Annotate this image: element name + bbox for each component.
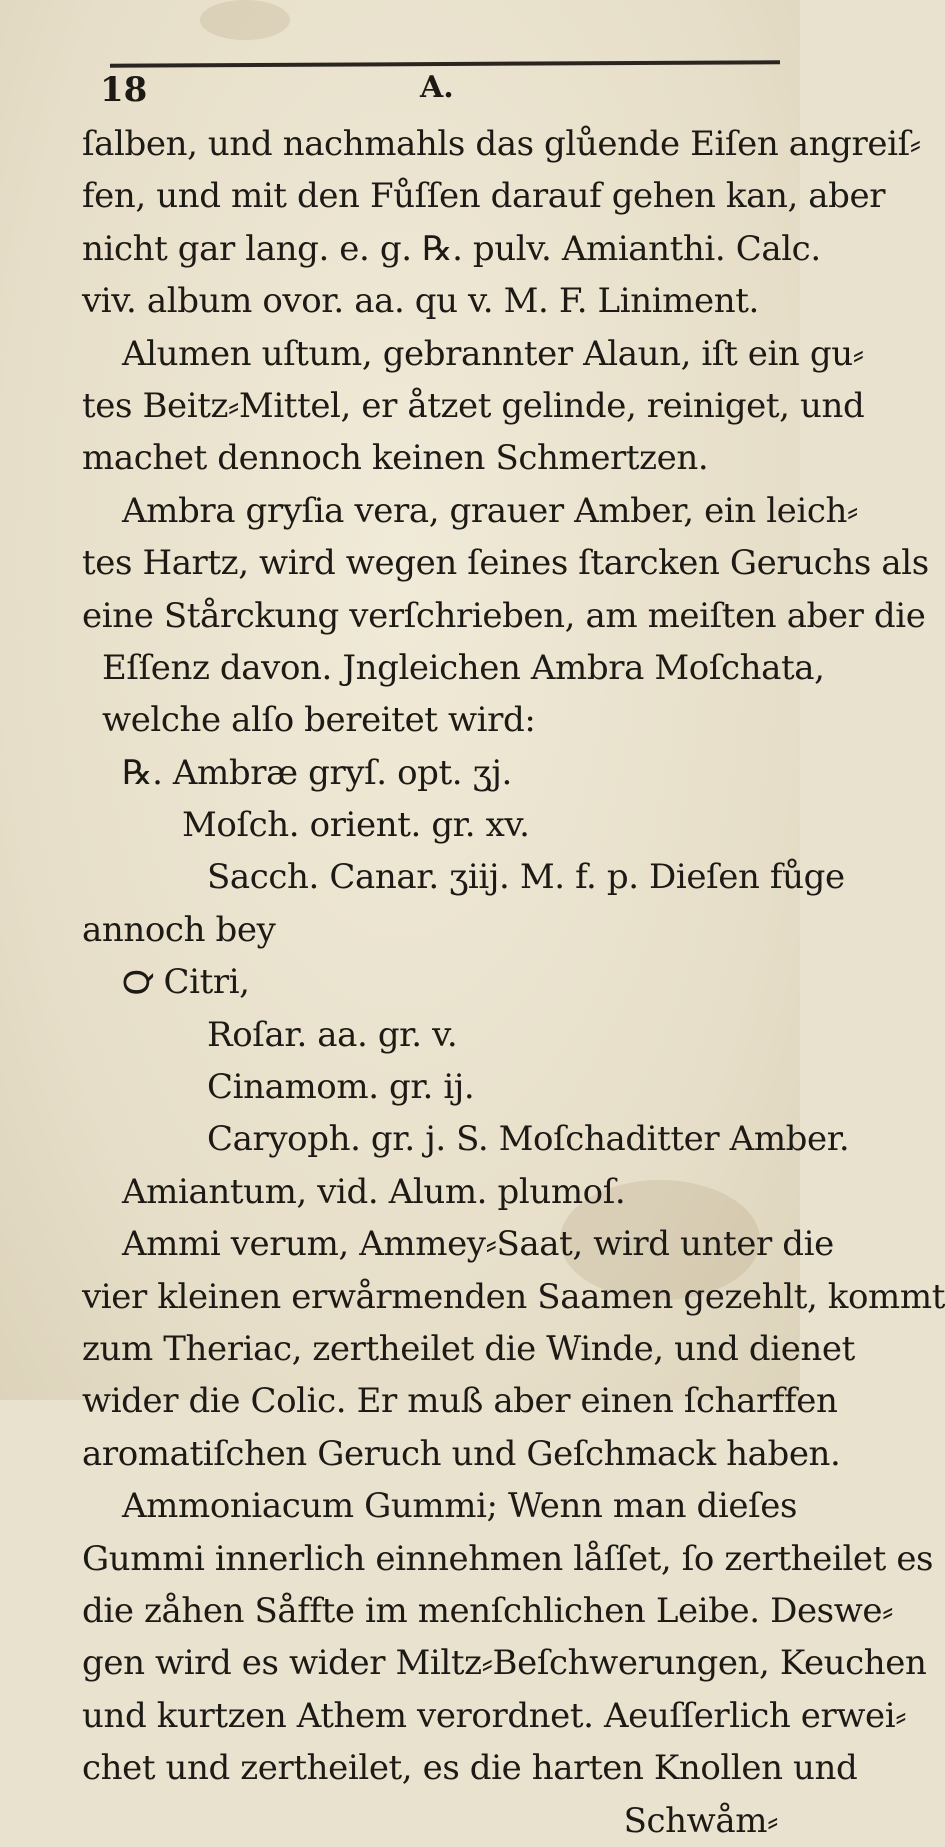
page-header bbox=[100, 70, 780, 114]
text-line: und kurtzen Athem verordnet. Aeuſſerlich erwei⸗ bbox=[82, 1695, 907, 1736]
text-line: Alumen uſtum, gebrannter Alaun, iſt ein gu⸗ bbox=[122, 333, 864, 374]
text-line: welche alſo bereitet wird: bbox=[102, 700, 536, 741]
text-line: gen wird es wider Miltz⸗Beſchwerungen, Keuchen bbox=[82, 1643, 927, 1684]
text-line: zum Theriac, zertheilet die Winde, und dienet bbox=[82, 1328, 855, 1369]
text-line: Gummi innerlich einnehmen låſſet, ſo zertheilet es bbox=[82, 1538, 934, 1579]
header-rule bbox=[110, 60, 780, 68]
text-line: Moſch. orient. gr. xv. bbox=[182, 805, 530, 846]
text-line: ℞. Ambræ gryſ. opt. ʒj. bbox=[122, 752, 512, 793]
text-line: aromatiſchen Geruch und Geſchmack haben. bbox=[82, 1433, 841, 1474]
text-body bbox=[82, 118, 945, 1847]
page-number: 18 bbox=[100, 70, 148, 110]
text-line: Caryoph. gr. j. S. Moſchaditter Amber. bbox=[207, 1119, 850, 1160]
text-line: machet dennoch keinen Schmertzen. bbox=[82, 438, 709, 479]
text-line: vier kleinen erwårmenden Saamen gezehlt, kommt bbox=[82, 1276, 945, 1317]
text-line: Roſar. aa. gr. v. bbox=[207, 1014, 458, 1055]
text-line: die zåhen Såffte im menſchlichen Leibe. Deswe⸗ bbox=[82, 1590, 894, 1631]
text-line: annoch bey bbox=[82, 909, 276, 950]
paper-stain bbox=[200, 0, 290, 40]
signature-mark: A. bbox=[420, 70, 454, 105]
text-line: ſalben, und nachmahls das glůende Eiſen angreiſ⸗ bbox=[82, 124, 921, 164]
text-line: chet und zertheilet, es die harten Knollen und bbox=[82, 1748, 858, 1789]
text-line: fen, und mit den Fůſſen darauf gehen kan, aber bbox=[82, 176, 886, 217]
text-line: tes Beitz⸗Mittel, er åtzet gelinde, reiniget, und bbox=[82, 385, 865, 426]
text-line: Ammoniacum Gummi; Wenn man dieſes bbox=[122, 1486, 798, 1527]
text-line: viv. album ovor. aa. qu v. M. F. Liniment. bbox=[82, 281, 759, 322]
text-line: Ambra gryſia vera, grauer Amber, ein leich⸗ bbox=[122, 490, 858, 531]
text-line: Sacch. Canar. ʒiij. M. f. p. Dieſen fůge bbox=[207, 857, 845, 898]
text-line: Schwåm⸗ bbox=[623, 1800, 778, 1841]
text-line: eine Stårckung verſchrieben, am meiſten aber die bbox=[82, 595, 926, 636]
text-line: Eſſenz davon. Jngleichen Ambra Moſchata, bbox=[102, 647, 825, 688]
text-line: Ammi verum, Ammey⸗Saat, wird unter die bbox=[122, 1224, 834, 1265]
text-line: tes Hartz, wird wegen ſeines ſtarcken Geruchs als bbox=[82, 543, 929, 584]
text-line: nicht gar lang. e. g. ℞. pulv. Amianthi. Calc. bbox=[82, 228, 821, 269]
text-line: Cinamom. gr. ij. bbox=[207, 1067, 475, 1108]
text-line: wider die Colic. Er muß aber einen ſcharffen bbox=[82, 1381, 838, 1422]
text-line: Amiantum, vid. Alum. plumoſ. bbox=[122, 1171, 626, 1212]
text-line: ℺ Citri, bbox=[122, 962, 250, 1003]
